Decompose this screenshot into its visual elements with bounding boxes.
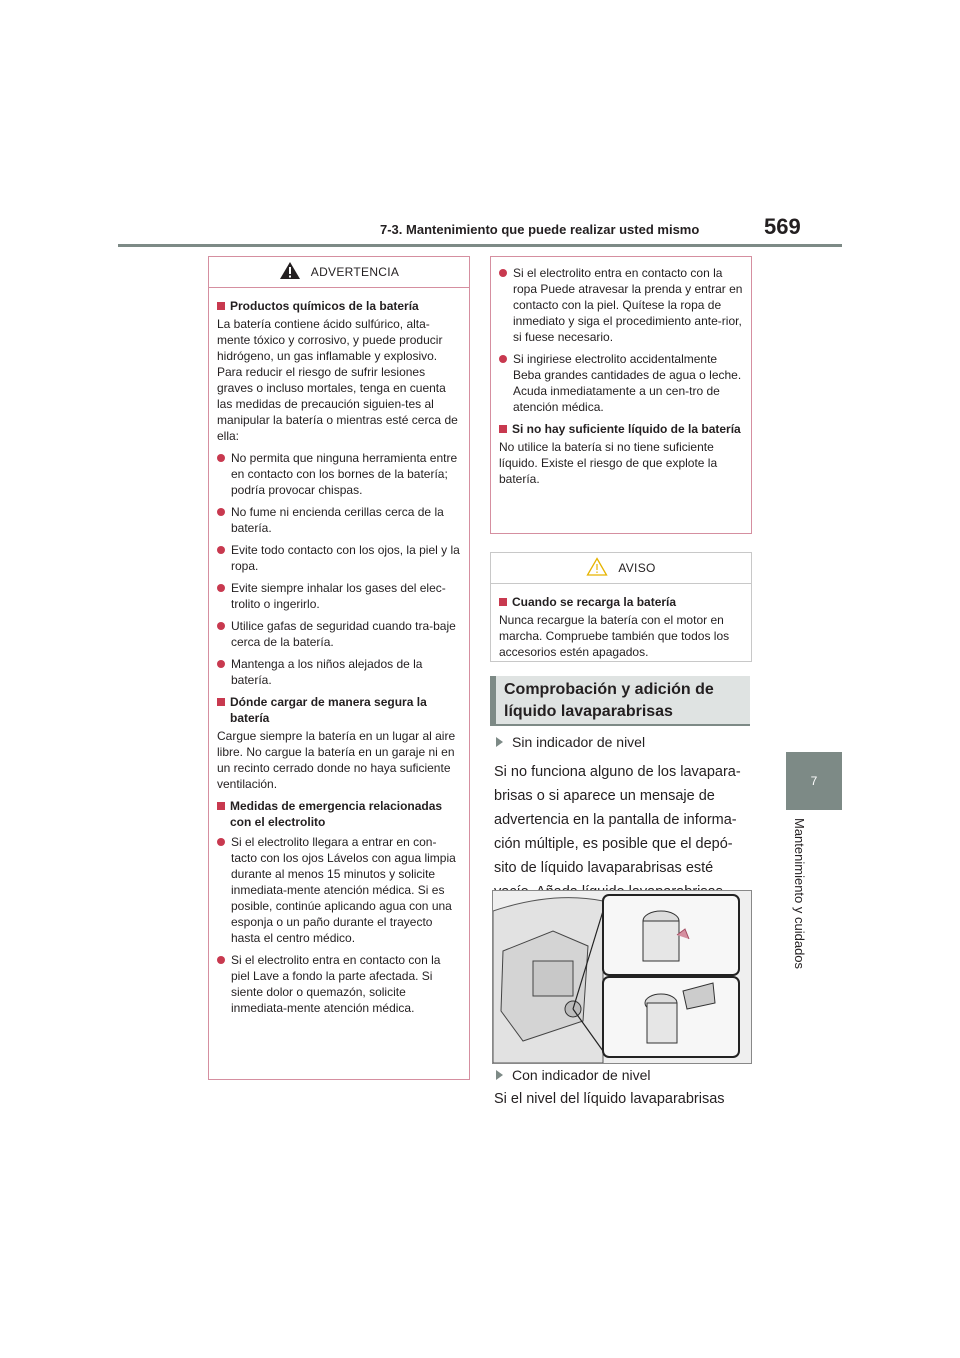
warning-header (209, 257, 469, 288)
list-item: Si el electrolito entra en contacto con la piel Lave a fondo la parte afectada. Si siente dolor o quemazón, solicite inmediata-mente atención médica. (217, 952, 461, 1016)
list-item: Evite siempre inhalar los gases del elec-trolito o ingerirlo. (217, 580, 461, 612)
section-heading: Cuando se recarga la batería (499, 594, 743, 610)
section-heading: Si no hay suficiente líquido de la batería (499, 421, 743, 437)
caution-triangle-icon (586, 557, 608, 579)
paragraph: Nunca recargue la batería con el motor en marcha. Compruebe también que todos los accesorios estén apagados. (499, 613, 730, 659)
list-item: Si ingiriese electrolito accidentalmente Beba grandes cantidades de agua o leche. Acuda inmediatamente a un cen-tro de atención médica. (499, 351, 743, 415)
warning-box-continued (490, 256, 752, 534)
arrow-icon (496, 737, 503, 747)
notice-title: AVISO (618, 561, 656, 575)
section-title: 7-3. Mantenimiento que puede realizar usted mismo (380, 222, 700, 237)
section-heading: Dónde cargar de manera segura la batería (217, 694, 461, 726)
chapter-tab: 7 (786, 752, 842, 810)
warning-box (208, 256, 470, 1080)
list-item: Si el electrolito entra en contacto con la ropa Puede atravesar la prenda y entrar en contacto con la piel. Quítese la ropa de inmediato y siga el procedimiento ante-rior, si fuese necesario. (499, 265, 743, 345)
list-item: Evite todo contacto con los ojos, la piel y la ropa. (217, 542, 461, 574)
paragraph: Cargue siempre la batería en un lugar al aire libre. No cargue la batería en un garaje ni en un recinto cerrado donde no haya suficiente ventilación. (217, 729, 456, 791)
body-paragraph: Si el nivel del líquido lavaparabrisas (494, 1091, 725, 1107)
list-item: No fume ni encienda cerillas cerca de la batería. (217, 504, 461, 536)
subsection-item: Sin indicador de nivel (496, 734, 645, 750)
engine-illustration (492, 890, 752, 1064)
subsection-item: Con indicador de nivel (496, 1067, 651, 1083)
notice-header (491, 553, 751, 584)
section-heading: Medidas de emergencia relacionadas con el electrolito (217, 798, 461, 830)
arrow-icon (496, 1070, 503, 1080)
list-item: Si el electrolito llegara a entrar en con-tacto con los ojos Lávelos con agua limpia durante al menos 15 minutos y solicite inmediata-mente atención médica. Si es posible, continúe aplicando agua con una esponja o un paño durante el trayecto hasta el centro médico. (217, 834, 461, 946)
list-item: Utilice gafas de seguridad cuando tra-baje cerca de la batería. (217, 618, 461, 650)
chapter-title: Mantenimiento y cuidados (792, 818, 807, 970)
page-number: 569 (764, 214, 801, 239)
notice-box (490, 552, 752, 662)
heading-rule (490, 724, 750, 726)
warning-triangle-icon (279, 261, 301, 283)
list-item: No permita que ninguna herramienta entre en contacto con los bornes de la batería; podría provocar chispas. (217, 450, 461, 498)
header-rule (118, 244, 842, 247)
warning-title: ADVERTENCIA (310, 265, 400, 279)
body-paragraph: Si no funciona alguno de los lavapara-brisas o si aparece un mensaje de advertencia en la pantalla de informa-ción múltiple, es posible que el depó-sito de líquido lavaparabrisas esté (494, 764, 741, 876)
paragraph: No utilice la batería si no tiene suficiente líquido. Existe el riesgo de que explote la batería. (499, 440, 718, 486)
section-heading-box: Comprobación y adición de líquido lavaparabrisas (490, 676, 750, 726)
list-item: Mantenga a los niños alejados de la batería. (217, 656, 461, 688)
paragraph: La batería contiene ácido sulfúrico, alta-mente tóxico y corrosivo, y puede producir hidrógeno, un gas inflamable y explosivo. Para reducir el riesgo de sufrir lesiones graves o incluso mortales, tenga en cuenta las medidas de precaución siguien-tes al manipular la batería o mientras esté cerca de ella: (217, 317, 458, 443)
section-heading: Productos químicos de la batería (217, 298, 461, 314)
